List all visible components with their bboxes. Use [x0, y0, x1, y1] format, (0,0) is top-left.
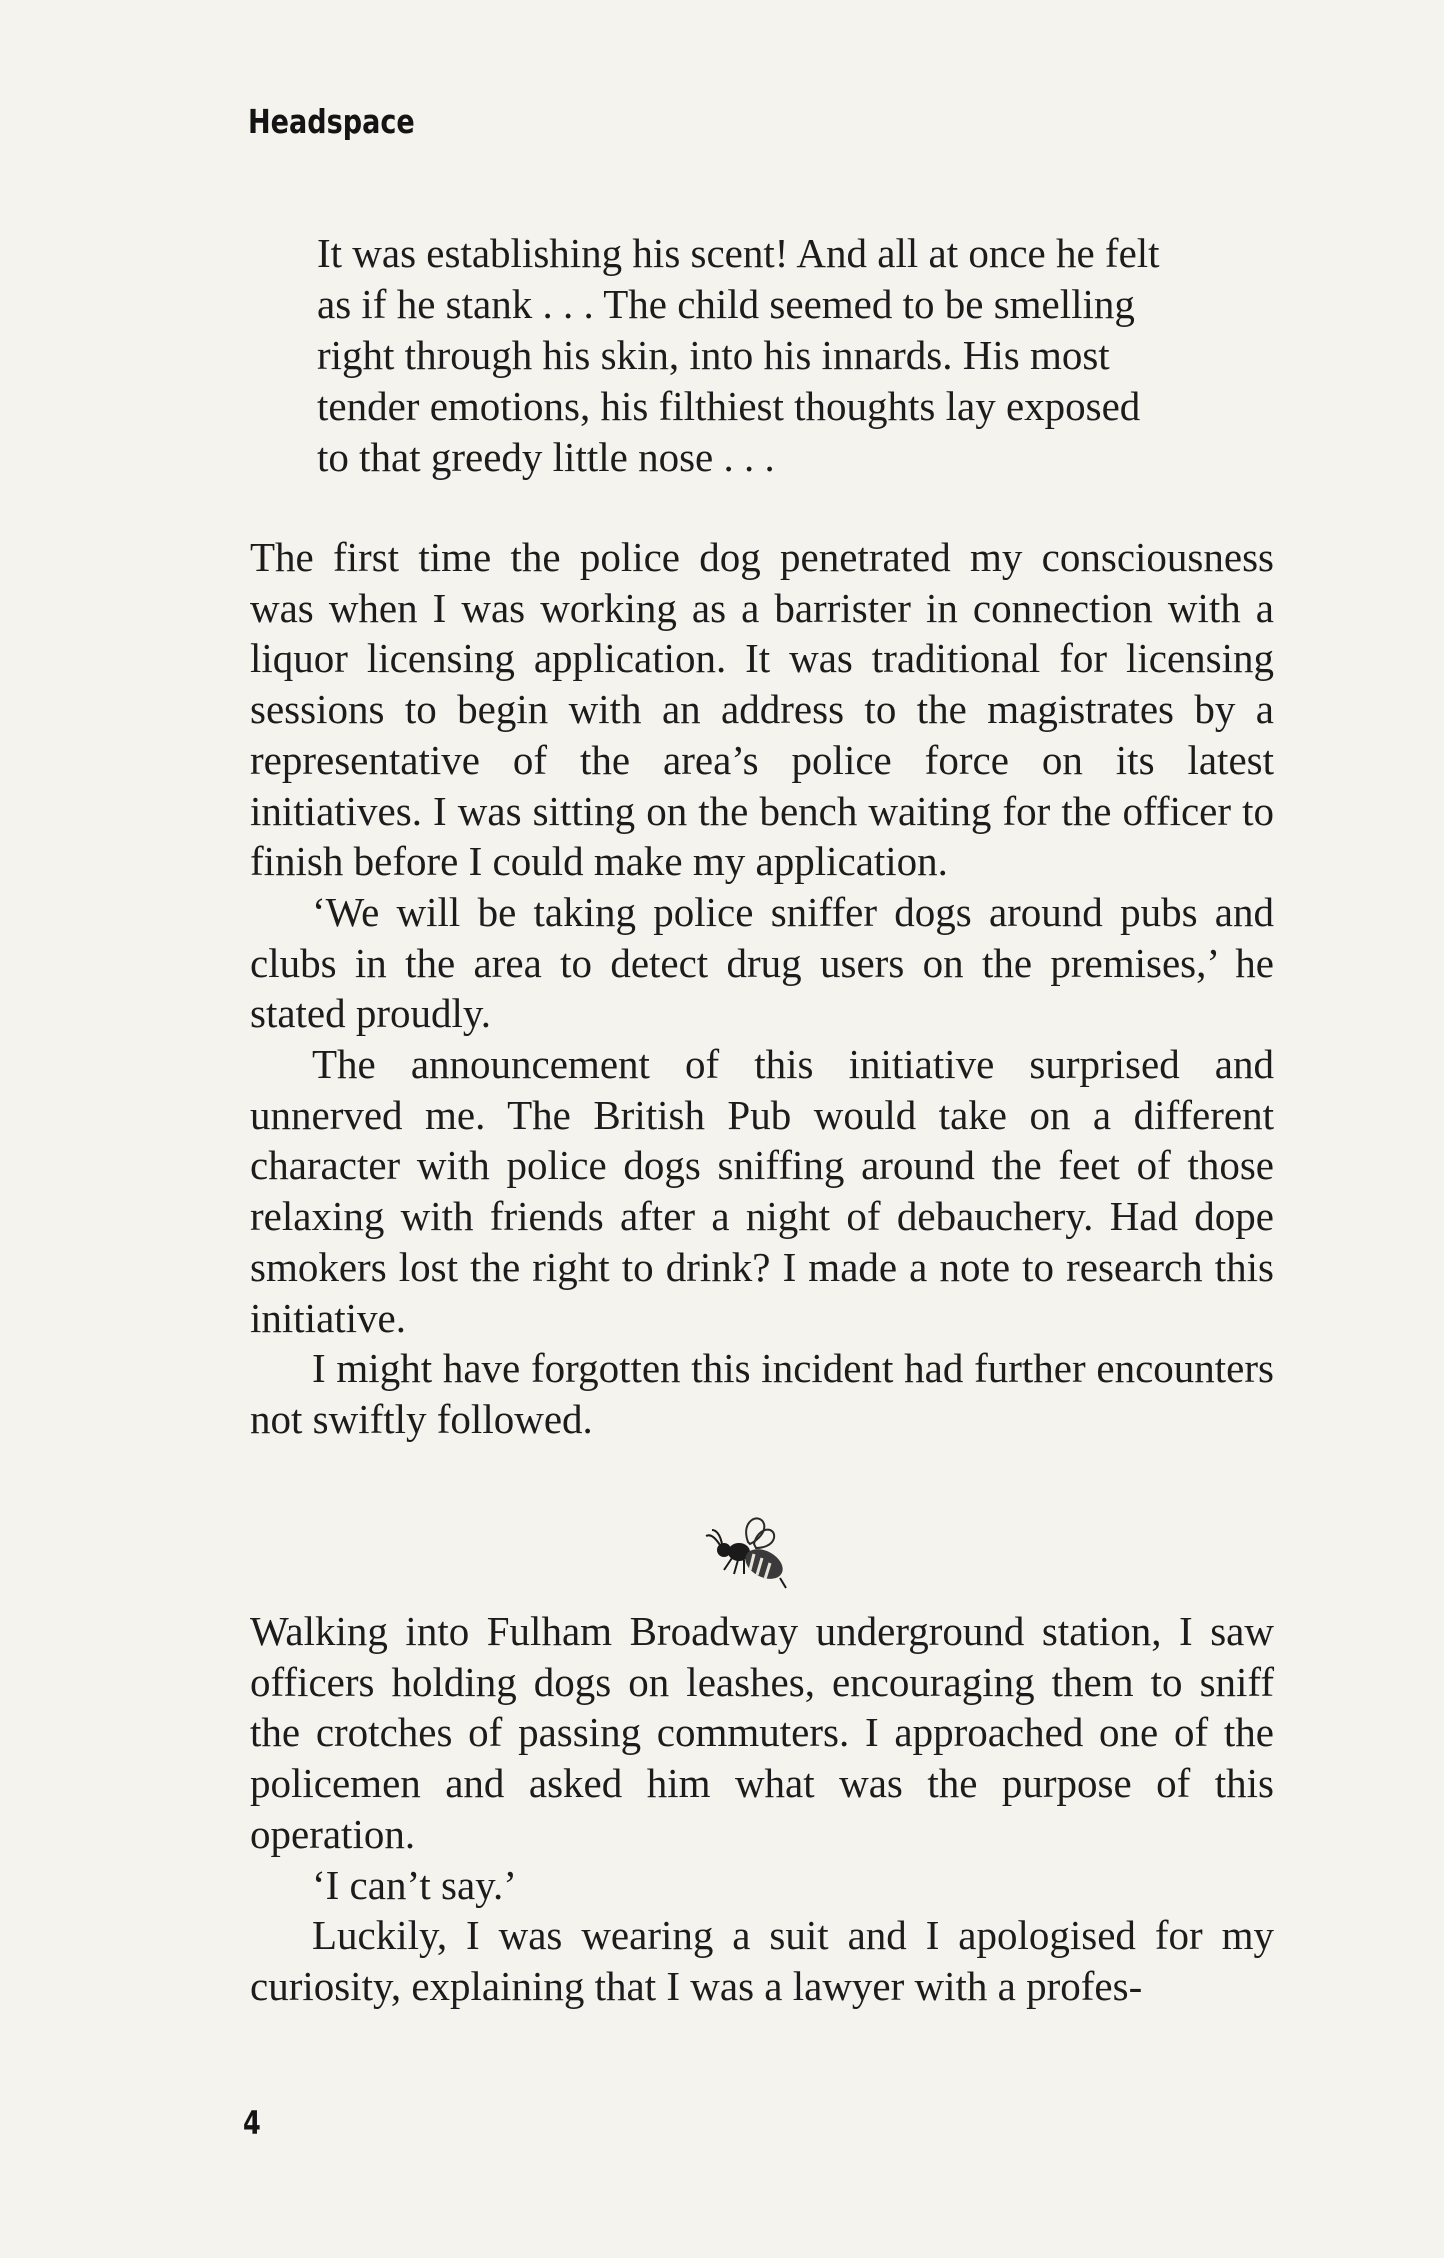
- paragraph: ‘I can’t say.’: [312, 1861, 517, 1908]
- epigraph-line: right through his skin, into his innards. His most: [317, 332, 1110, 378]
- epigraph: [317, 228, 1217, 483]
- running-head: Headspace: [248, 102, 415, 141]
- epigraph-line: It was establishing his scent! And all at once he felt: [317, 230, 1160, 276]
- paragraph: ‘We will be taking police sniffer dogs around pubs and clubs in the area to detect drug users on the premises,’ he stated proudly.: [250, 888, 1274, 1037]
- section-two: [250, 1606, 1274, 2012]
- section-one: [250, 532, 1274, 1445]
- paragraph: The first time the police dog penetrated my consciousness was when I was working as a barrister in connection with a liquor licensing application. It was traditional for licensing sessions to begin with an address to the magistrates by a representative of the area’s police force on its latest initiatives. I was sitting on the bench waiting for the officer to finish before I could make my application.: [250, 534, 1274, 885]
- epigraph-line: to that greedy little nose . . .: [317, 434, 775, 480]
- page-number: 4: [243, 2104, 261, 2142]
- epigraph-line: tender emotions, his filthiest thoughts lay exposed: [317, 383, 1141, 429]
- bee-icon: [702, 1512, 798, 1596]
- epigraph-line: as if he stank . . . The child seemed to be smelling: [317, 281, 1135, 327]
- paragraph: I might have forgotten this incident had further encounters not swiftly followed.: [250, 1345, 1274, 1442]
- paragraph: Luckily, I was wearing a suit and I apologised for my curiosity, explaining that I was a lawyer with a profes-: [250, 1912, 1274, 2009]
- paragraph: Walking into Fulham Broadway underground station, I saw officers holding dogs on leashes, encouraging them to sniff the crotches of passing commuters. I approached one of the policemen and asked him what was the purpose of this operation.: [250, 1608, 1274, 1857]
- paragraph: The announcement of this initiative surprised and unnerved me. The British Pub would take on a different character with police dogs sniffing around the feet of those relaxing with friends after a night of debauchery. Had dope smokers lost the right to drink? I made a note to research this initiative.: [250, 1041, 1274, 1341]
